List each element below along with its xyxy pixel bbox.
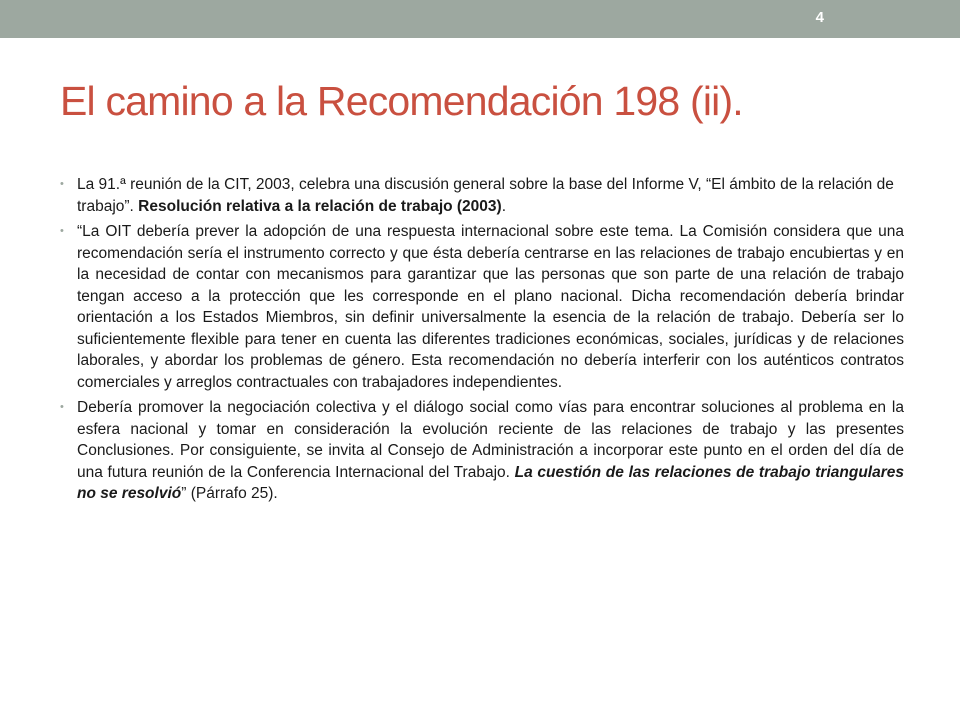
bullet-3-text: Debería promover la negociación colectiva y el diálogo social como vías para encontrar soluciones al problema en la esfera nacional y tomar en consideración la evolución reciente de las relaciones de trabajo y las presentes Conclusiones. Por consiguiente, se invita al Consejo de Administración a incorporar este punto en el orden del día de una futura reunión de la Conferencia Internacional del Trabajo.	[77, 399, 904, 481]
bullet-2-text: “La OIT debería prever la adopción de una respuesta internacional sobre este tema. La Comisión considera que una recomendación sería el instrumento correcto y que ésta debería centrarse en las relaciones de trabajo encubiertas y en la necesidad de contar con mecanismos para garantizar que las personas que son parte de una relación de trabajo tengan acceso a la protección que les corresponde en el plano nacional. Dicha recomendación debería brindar orientación a los Estados Miembros, sin definir universalmente la esencia de la relación de trabajo. Debería ser lo suficientemente flexible para tener en cuenta las diferentes tradiciones económicas, sociales, jurídicas y de relaciones laborales, y abordar los problemas de género. Esta recomendación no debería interferir con los auténticos contratos comerciales y arreglos contractuales con trabajadores independientes.	[77, 223, 904, 391]
bullet-3-italic: La cuestión de las relaciones de trabajo triangulares no se resolvió	[77, 463, 904, 502]
bullet-marker: •	[60, 178, 64, 190]
bullet-2	[62, 221, 904, 393]
bullet-1	[62, 174, 904, 217]
bullet-1-bold: Resolución relativa a la relación de trabajo (2003)	[138, 197, 502, 215]
bullet-3-tail: ” (Párrafo 25).	[181, 485, 278, 502]
bullet-1-tail: .	[501, 197, 507, 215]
bullet-marker: •	[60, 401, 64, 413]
slide-number: 4	[815, 9, 824, 26]
slide-content	[62, 174, 904, 509]
top-bar	[0, 0, 960, 38]
bullet-marker: •	[60, 225, 64, 237]
bullet-3	[62, 397, 904, 505]
slide-title: El camino a la Recomendación 198 (ii).	[60, 78, 743, 124]
bullet-1-text: La 91.ª reunión de la CIT, 2003, celebra una discusión general sobre la base del Informe V, “El ámbito de la relación de trabajo”.	[77, 176, 894, 215]
